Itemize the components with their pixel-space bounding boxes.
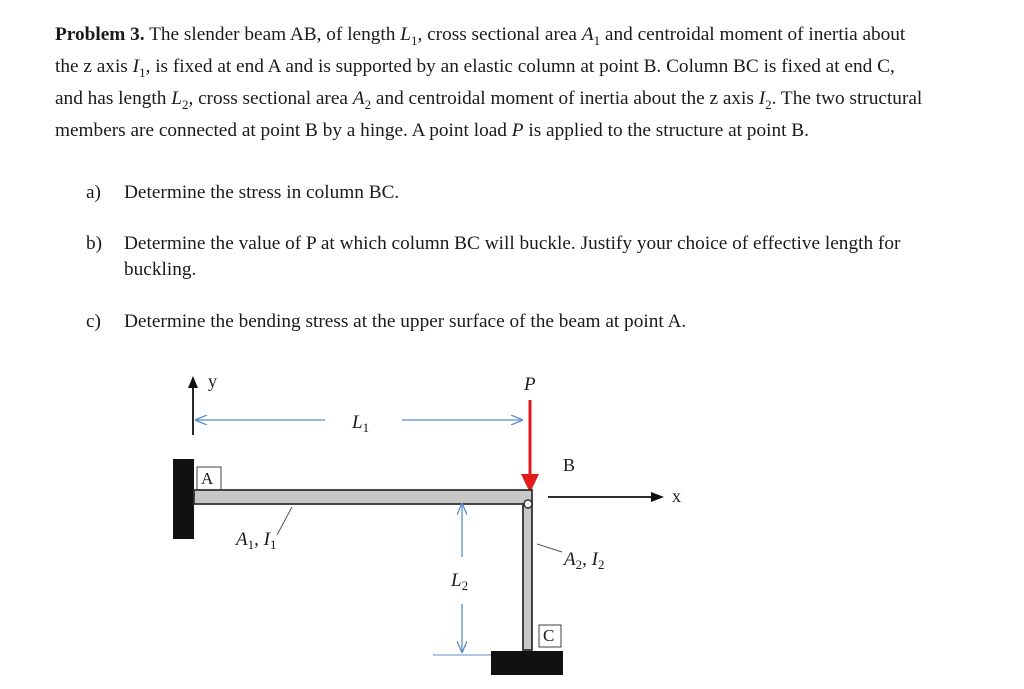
x-axis-label: x: [672, 486, 681, 506]
hinge-b: [524, 500, 532, 508]
sym: A: [352, 87, 365, 109]
sym-sub: 2: [181, 96, 189, 112]
question-label: a): [86, 182, 101, 203]
sym-sub: 2: [364, 96, 372, 112]
stmt-part: and centroidal moment of inertia about the z axis: [371, 87, 759, 109]
y-axis: [188, 371, 217, 435]
stmt-part: and centroidal moment of inertia about the z axis: [55, 24, 906, 77]
point-c-label: C: [543, 626, 555, 645]
question-label: c): [86, 311, 101, 332]
beam-props-text: $A_1$, $I_1$: [236, 529, 277, 552]
stmt-part: The slender beam AB, of length: [144, 24, 401, 45]
point-b-label: B: [563, 455, 576, 475]
x-axis: [548, 486, 681, 506]
sym-sub: 1: [139, 64, 146, 80]
stmt-part: is applied to the structure at point B.: [523, 119, 809, 141]
sym: P: [511, 119, 524, 141]
stmt-part: , is fixed at end A and is supported by an elastic column at point B. Column BC is fixed at end C, and has length: [55, 55, 895, 109]
question-text: Determine the value of P at which column BC will buckle. Justify your choice of effective length for buckling.: [124, 233, 901, 280]
problem-heading: Problem 3.: [55, 24, 145, 45]
sym: A: [581, 24, 594, 45]
column-bc: [523, 504, 532, 650]
sym: I: [758, 87, 766, 109]
y-axis-label: y: [208, 371, 217, 391]
stmt-part: , cross sectional area: [188, 87, 353, 109]
point-a-label: A: [201, 469, 214, 488]
sym: I: [132, 55, 140, 77]
beam-props-label: [234, 507, 292, 552]
load-label: P: [524, 374, 536, 395]
sym-sub: 1: [410, 32, 418, 48]
beam-length-label: $L_1$: [352, 412, 370, 435]
fixed-support-c: [491, 651, 563, 675]
column-length-label: $L_2$: [451, 570, 469, 593]
stmt-part: , cross sectional area: [417, 24, 582, 45]
column-props-text: $A_2$, $I_2$: [564, 549, 605, 572]
sym-sub: 1: [593, 32, 601, 48]
question-text: Determine the stress in column BC.: [124, 182, 400, 203]
fixed-support-a: [173, 459, 194, 539]
sym-sub: 2: [765, 96, 772, 112]
column-length-dimension: [433, 504, 491, 655]
sym: L: [171, 87, 182, 109]
beam-length-dimension: [196, 412, 522, 435]
question-label: b): [86, 233, 103, 254]
beam-ab: [194, 490, 532, 504]
stmt-part: . The two structural members are connected at point B by a hinge. A point load: [55, 87, 923, 141]
column-props-label: [537, 544, 604, 572]
sym: L: [400, 24, 411, 45]
question-text: Determine the bending stress at the upper surface of the beam at point A.: [124, 311, 687, 332]
load-p: [521, 374, 539, 493]
